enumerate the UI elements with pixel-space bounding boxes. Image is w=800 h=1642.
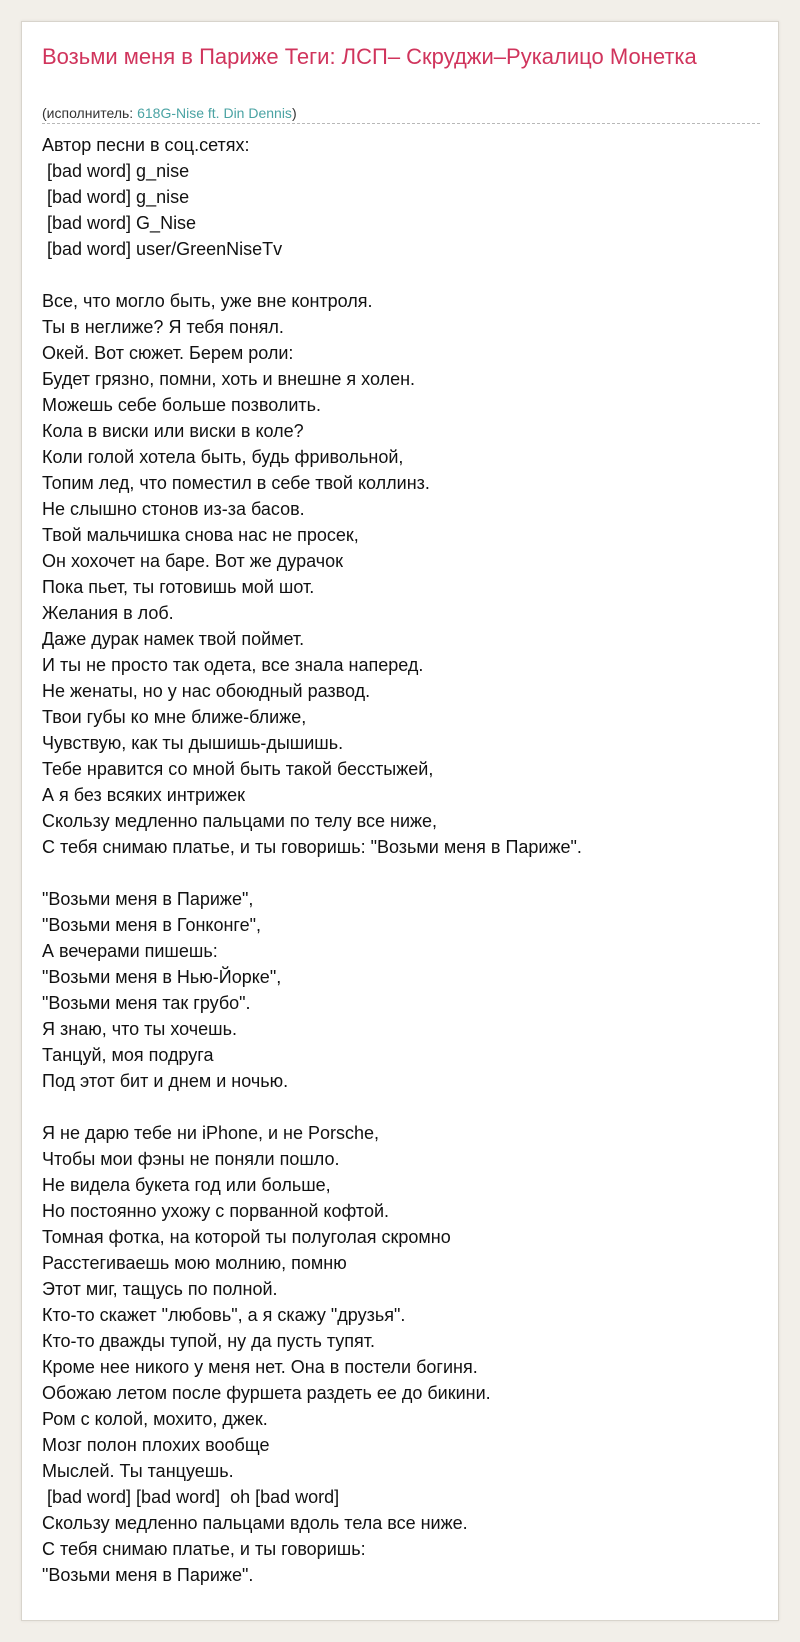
artist-prefix: (исполнитель: xyxy=(42,105,138,121)
lyric-line: А я без всяких интрижек xyxy=(42,785,246,805)
lyrics-card xyxy=(21,21,779,1621)
lyric-line: Коли голой хотела быть, будь фривольной, xyxy=(42,447,404,467)
lyric-line xyxy=(42,262,760,288)
lyric-line: Автор песни в соц.сетях: xyxy=(42,135,250,155)
lyric-line: Этот миг, тащусь по полной. xyxy=(42,1279,278,1299)
lyric-line: Ты в неглиже? Я тебя понял. xyxy=(42,317,284,337)
lyric-line: Под этот бит и днем и ночью. xyxy=(42,1071,289,1091)
lyric-line: Не слышно стонов из-за басов. xyxy=(42,499,305,519)
lyric-line: С тебя снимаю платье, и ты говоришь: xyxy=(42,1539,366,1559)
lyric-line: "Возьми меня так грубо". xyxy=(42,993,251,1013)
lyric-line: Кроме нее никого у меня нет. Она в постели богиня. xyxy=(42,1357,478,1377)
lyric-line: Чувствую, как ты дышишь-дышишь. xyxy=(42,733,344,753)
lyric-line: "Возьми меня в Гонконге", xyxy=(42,915,261,935)
lyric-line: Томная фотка, на которой ты полуголая скромно xyxy=(42,1227,451,1247)
lyric-line: Скользу медленно пальцами вдоль тела все ниже. xyxy=(42,1513,468,1533)
lyric-line: Кто-то скажет "любовь", а я скажу "друзья". xyxy=(42,1305,406,1325)
lyric-line: Твой мальчишка снова нас не просек, xyxy=(42,525,359,545)
lyric-line: Будет грязно, помни, хоть и внешне я холен. xyxy=(42,369,416,389)
lyric-line: Даже дурак намек твой поймет. xyxy=(42,629,305,649)
lyric-line: Не женаты, но у нас обоюдный развод. xyxy=(42,681,371,701)
lyric-line: Желания в лоб. xyxy=(42,603,174,623)
lyric-line: Топим лед, что поместил в себе твой коллинз. xyxy=(42,473,430,493)
lyric-line: Кола в виски или виски в коле? xyxy=(42,421,304,441)
lyric-line: Твои губы ко мне ближе-ближе, xyxy=(42,707,307,727)
lyric-line: "Возьми меня в Париже". xyxy=(42,1565,254,1585)
lyric-line: [bad word] user/GreenNiseTv xyxy=(42,239,283,259)
lyric-line: Не видела букета год или больше, xyxy=(42,1175,331,1195)
lyric-line xyxy=(42,1094,760,1120)
lyric-line: Пока пьет, ты готовишь мой шот. xyxy=(42,577,315,597)
lyric-line: С тебя снимаю платье, и ты говоришь: "Возьми меня в Париже". xyxy=(42,837,582,857)
lyric-line: Я знаю, что ты хочешь. xyxy=(42,1019,237,1039)
lyric-line: Он хохочет на баре. Вот же дурачок xyxy=(42,551,343,571)
lyric-line: [bad word] G_Nise xyxy=(42,213,197,233)
lyric-line: Кто-то дважды тупой, ну да пусть тупят. xyxy=(42,1331,376,1351)
lyric-line: Обожаю летом после фуршета раздеть ее до бикини. xyxy=(42,1383,491,1403)
lyric-line: [bad word] g_nise xyxy=(42,161,190,181)
lyric-line xyxy=(42,860,760,886)
lyric-line: Чтобы мои фэны не поняли пошло. xyxy=(42,1149,340,1169)
lyric-line: Можешь себе больше позволить. xyxy=(42,395,322,415)
lyric-line: [bad word] [bad word] oh [bad word] xyxy=(42,1487,340,1507)
lyric-line: Скользу медленно пальцами по телу все ниже, xyxy=(42,811,438,831)
artist-link[interactable]: 618G-Nise ft. Din Dennis xyxy=(137,105,292,121)
lyric-line: Мыслей. Ты танцуешь. xyxy=(42,1461,234,1481)
lyric-line: Я не дарю тебе ни iPhone, и не Porsche, xyxy=(42,1123,380,1143)
lyric-line: И ты не просто так одета, все знала наперед. xyxy=(42,655,424,675)
lyric-line: Танцуй, моя подруга xyxy=(42,1045,214,1065)
artist-line xyxy=(42,104,760,124)
lyric-line: [bad word] g_nise xyxy=(42,187,190,207)
lyric-line: А вечерами пишешь: xyxy=(42,941,218,961)
lyric-line: Все, что могло быть, уже вне контроля. xyxy=(42,291,373,311)
lyric-line: Окей. Вот сюжет. Берем роли: xyxy=(42,343,294,363)
song-title: Возьми меня в Париже Теги: ЛСП– Скруджи–Рукалицо Монетка xyxy=(42,44,697,69)
lyric-line: Но постоянно ухожу с порванной кофтой. xyxy=(42,1201,390,1221)
lyric-line: Расстегиваешь мою молнию, помню xyxy=(42,1253,347,1273)
lyrics-text xyxy=(42,132,760,1588)
lyric-line: Тебе нравится со мной быть такой бесстыжей, xyxy=(42,759,434,779)
lyric-line: Ром с колой, мохито, джек. xyxy=(42,1409,268,1429)
artist-suffix: ) xyxy=(291,105,297,121)
lyric-line: Мозг полон плохих вообще xyxy=(42,1435,270,1455)
lyric-line: "Возьми меня в Париже", xyxy=(42,889,254,909)
lyric-line: "Возьми меня в Нью-Йорке", xyxy=(42,967,282,987)
